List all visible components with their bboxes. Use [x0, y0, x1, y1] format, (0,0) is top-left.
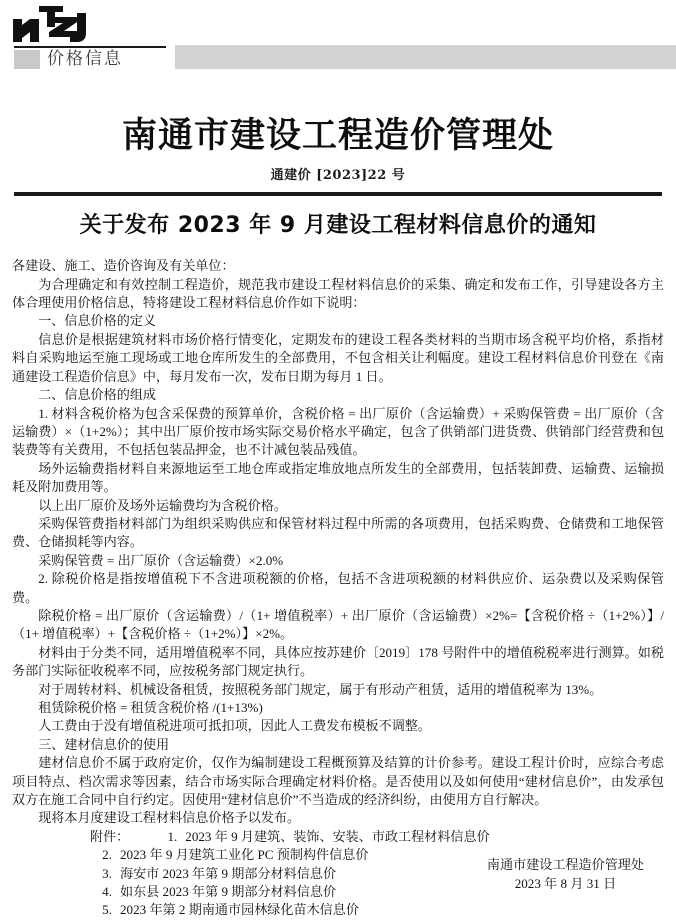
header-divider — [14, 192, 662, 196]
preamble-paragraph: 为合理确定和有效控制工程造价，规范我市建设工程材料信息价的采集、确定和发布工作，引导建设各方主体合理使用价格信息，特将建设工程材料信息价作如下说明： — [12, 276, 664, 311]
attachment-text: 2023 年第 2 期南通市园林绿化苗木信息价 — [120, 902, 359, 918]
masthead-banner-bar — [175, 45, 676, 69]
lease-tax-excluded-formula: 租赁除税价格 = 租赁含税价格 /(1+13%) — [38, 700, 263, 715]
brand-label: 价格信息 — [47, 49, 123, 69]
attachment-number: 1. — [167, 828, 178, 844]
section-2-item-2-note-1: 材料由于分类不同，适用增值税率不同，具体应按苏建价〔2019〕178 号附件中的增值税税率进行测算。如税务部门实际征收税率不同，应按税务部门规定执行。 — [12, 644, 664, 679]
attachment-number: 4. — [102, 884, 112, 900]
section-2-item-1-note-3: 采购保管费指材料部门为组织采购供应和保管材料过程中所需的各项费用，包括采购费、仓储费和工地保管费、仓储损耗等内容。 — [12, 515, 664, 550]
ntzj-logo-icon — [11, 5, 109, 47]
notice-title: 关于发布 2023 年 9 月建设工程材料信息价的通知 — [79, 213, 597, 238]
list-item — [12, 828, 664, 846]
masthead — [0, 0, 676, 100]
list-item — [12, 901, 664, 919]
organization-title: 南通市建设工程造价管理处 — [121, 115, 554, 156]
attachment-number: 5. — [102, 902, 112, 918]
section-1-heading: 一、信息价格的定义 — [38, 313, 157, 329]
section-2-item-1: 1. 材料含税价格为包含采保费的预算单价，含税价格 = 出厂原价（含运输费）+ 采购保管费 = 出厂原价（含运输费）×（1+2%）；其中出厂原价按市场实际交易价格水平确定，包含了供销部门进货费、供销部门经营费和包装费等有关费用，不包括包装品押金，也不计减包装品残值。 — [12, 405, 664, 458]
salutation: 各建设、施工、造价咨询及有关单位： — [12, 258, 235, 274]
section-2-item-1-note-1: 场外运输费指材料自来源地运至工地仓库或指定堆放地点所发生的全部费用，包括装卸费、运输费、运输损耗及附加费用等。 — [12, 460, 664, 495]
attachment-text: 2023 年 9 月建筑工业化 PC 预制构件信息价 — [120, 847, 369, 863]
document-number: 通建价 [2023]22 号 — [270, 168, 406, 183]
signature-date: 2023 年 8 月 31 日 — [514, 876, 617, 891]
brand-swatch-icon — [14, 50, 40, 69]
section-3-text: 建材信息价不属于政府定价，仅作为编制建设工程概预算及结算的计价参考。建设工程计价时，应综合考虑项目特点、档次需求等因素，结合市场实际合理确定材料价格。是否使用以及如何使用“建材信息价”，由发承包双方在施工合同中自行约定。因使用“建材信息价”不当造成的经济纠纷，由使用方自行解决。 — [12, 755, 664, 808]
tax-excluded-price-formula: 除税价格 = 出厂原价（含运输费）/（1+ 增值税率）+ 出厂原价（含运输费）×2%=【含税价格 ÷（1+2%）】/（1+ 增值税率）+【含税价格 ÷（1+2%）】×2%。 — [12, 607, 664, 642]
brand-rule — [14, 46, 166, 48]
section-2-heading: 二、信息价格的组成 — [38, 387, 157, 403]
attachment-text: 2023 年 9 月建筑、装饰、安装、市政工程材料信息价 — [185, 828, 490, 844]
section-2-item-1-note-2: 以上出厂原价及场外运输费均为含税价格。 — [38, 497, 287, 513]
signature-block — [487, 855, 644, 893]
closing-paragraph: 现将本月度建设工程材料信息价格予以发布。 — [38, 810, 301, 826]
section-2-item-2: 2. 除税价格是指按增值税下不含进项税额的价格，包括不含进项税额的材料供应价、运杂费以及采购保管费。 — [12, 571, 664, 605]
attachments-label: 附件： — [90, 828, 130, 844]
section-3-heading: 三、建材信息价的使用 — [38, 736, 170, 752]
purchase-storage-fee-formula: 采购保管费 = 出厂原价（含运输费）×2.0% — [38, 552, 284, 568]
attachment-number: 3. — [102, 865, 112, 881]
section-2-item-2-note-2: 对于周转材料、机械设备租赁，按照税务部门规定，属于有形动产租赁，适用的增值税率为 13%。 — [38, 681, 603, 697]
document-body — [12, 257, 664, 920]
section-1-text: 信息价是根据建筑材料市场价格行情变化，定期发布的建设工程各类材料的当期市场含税平均价格，系指材料自采购地运至施工现场或工地仓库所发生的全部费用，不包含相关让利幅度。建设工程材料信息价刊登在《南通建设工程造价信息》中，每月发布一次，发布日期为每月 1 日。 — [12, 331, 664, 384]
signature-organization: 南通市建设工程造价管理处 — [486, 857, 644, 872]
attachment-text: 海安市 2023 年第 9 期部分材料信息价 — [120, 865, 337, 881]
attachment-number: 2. — [102, 847, 112, 863]
attachment-text: 如东县 2023 年第 9 期部分材料信息价 — [120, 884, 337, 900]
brand-row — [14, 50, 123, 69]
section-2-item-2-note-3: 人工费由于没有增值税进项可抵扣项，因此人工费发布模板不调整。 — [38, 718, 431, 734]
